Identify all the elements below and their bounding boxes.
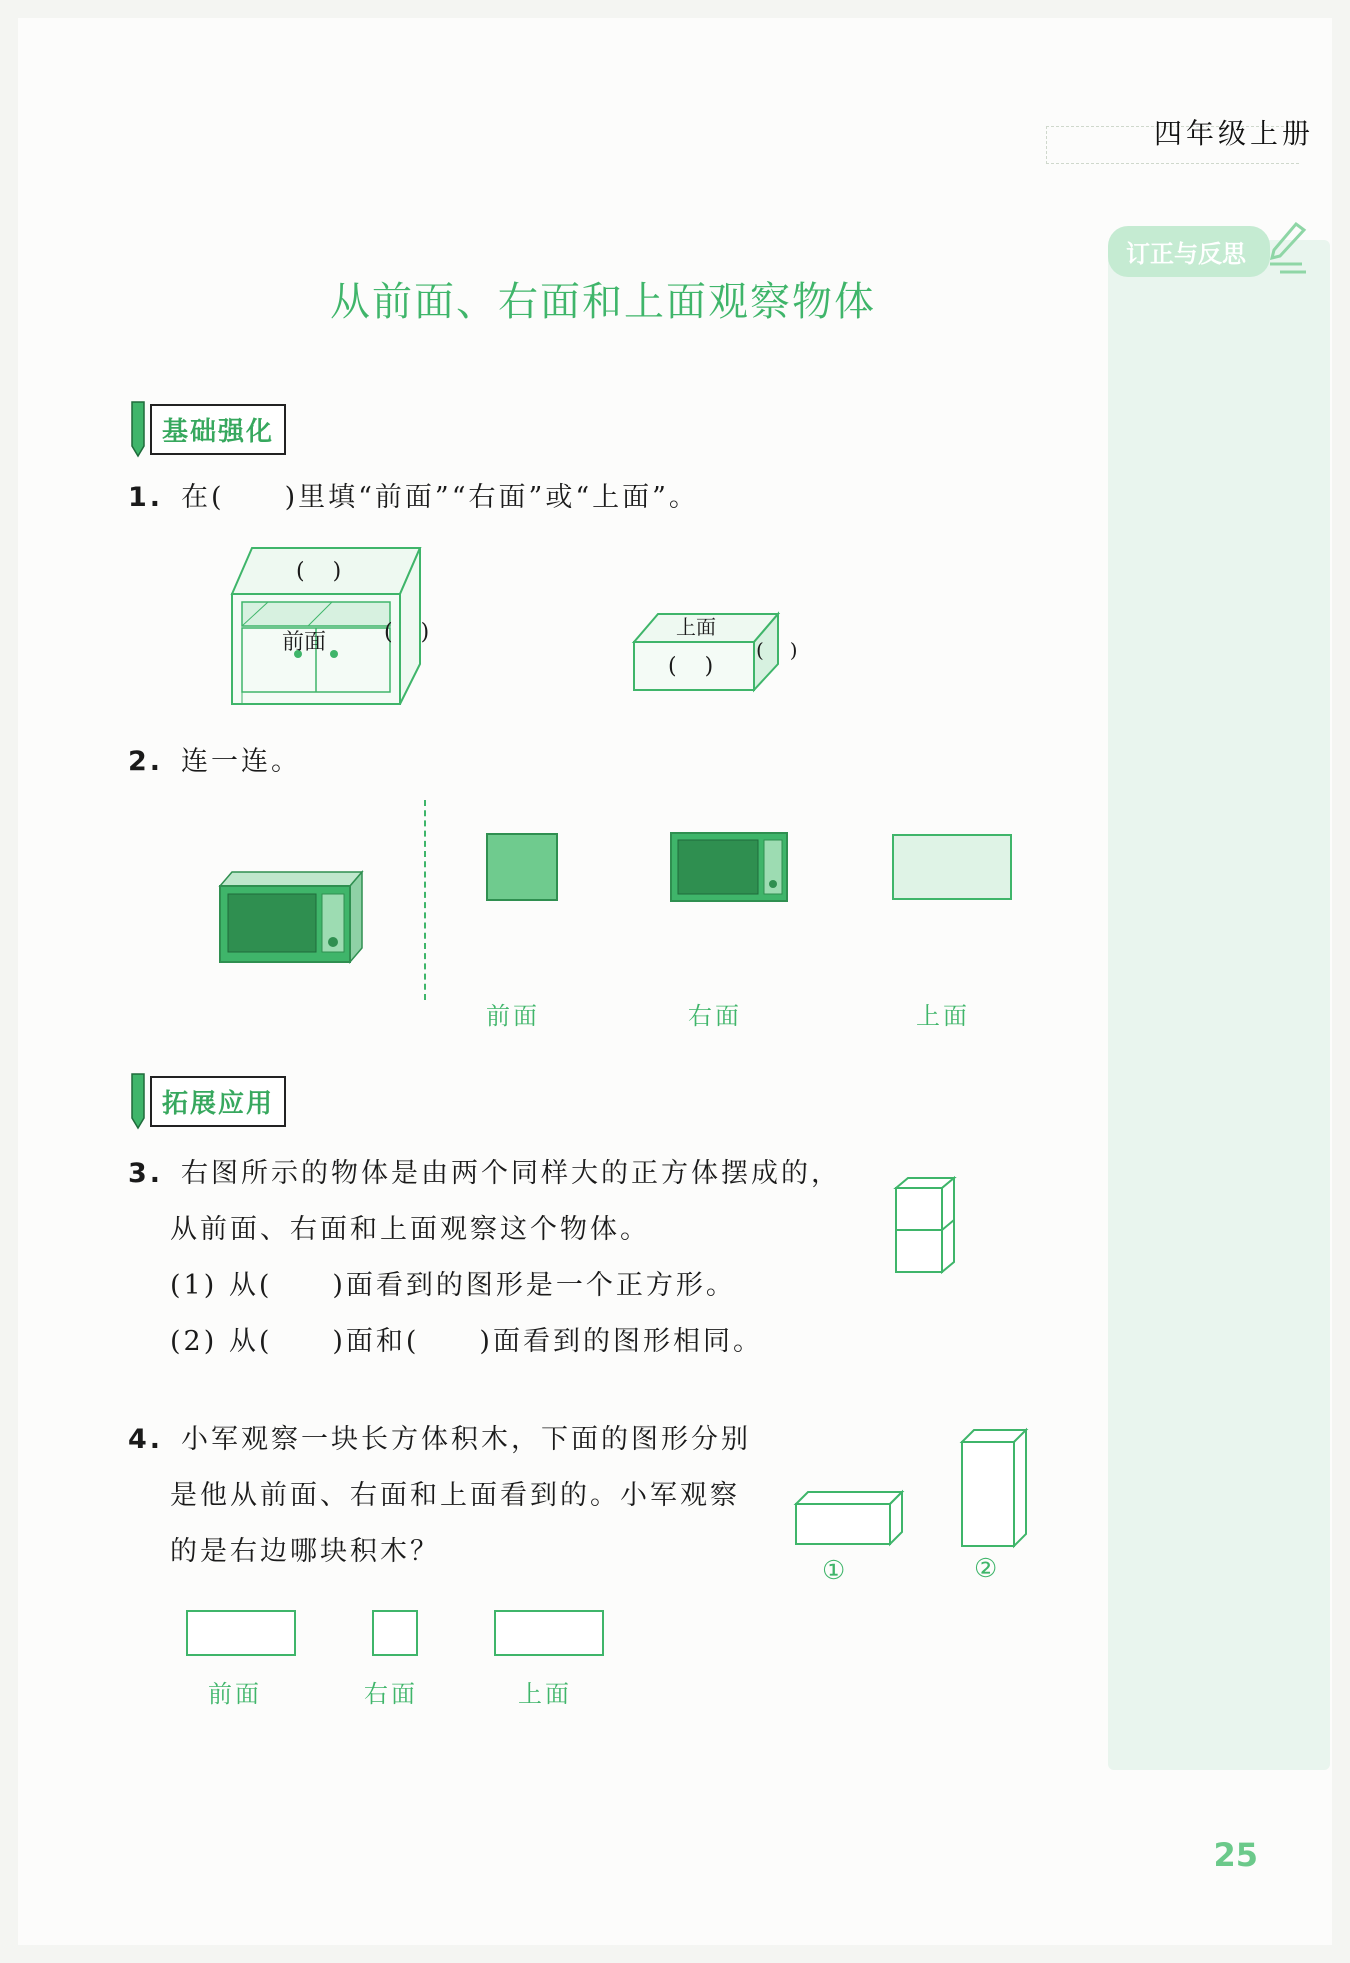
view-square[interactable] <box>486 833 558 901</box>
question-number: 2. <box>128 746 164 777</box>
page-number: 25 <box>1213 1836 1258 1874</box>
view-right-square <box>372 1610 418 1656</box>
view-label-right: 右面 <box>688 1002 742 1030</box>
page-title: 从前面、右面和上面观察物体 <box>330 279 876 325</box>
option-label-1: ① <box>822 1556 849 1586</box>
section-basic <box>128 400 286 458</box>
cabinet-top-blank: ( ) <box>296 559 345 584</box>
view-top-rect <box>494 1610 604 1656</box>
pencil-icon <box>128 400 146 458</box>
question-4-line2: 是他从前面、右面和上面看到的。小军观察 <box>170 1480 740 1511</box>
sidebar-tag: 订正与反思 <box>1108 226 1270 277</box>
section-label: 基础强化 <box>150 404 286 455</box>
view-label-front: 前面 <box>486 1002 540 1030</box>
view-label-top: 上面 <box>518 1680 572 1708</box>
question-text: 连一连。 <box>181 746 302 777</box>
pencil-icon <box>1268 220 1308 280</box>
question-number: 4. <box>128 1424 164 1455</box>
reflection-sidebar <box>1108 240 1330 1770</box>
stacked-cubes-figure <box>894 1176 956 1276</box>
cabinet-front-label: 前面 <box>282 630 327 655</box>
microwave-figure <box>218 870 364 962</box>
cabinet-right-blank: ( ) <box>384 620 433 645</box>
block-option-1 <box>794 1490 904 1546</box>
question-3-line1 <box>128 1160 841 1187</box>
question-1 <box>128 484 699 511</box>
question-text: 小军观察一块长方体积木，下面的图形分别 <box>181 1424 752 1455</box>
view-microwave[interactable] <box>670 832 788 902</box>
question-3-line2: 从前面、右面和上面观察这个物体。 <box>170 1214 650 1245</box>
question-number: 3. <box>128 1158 164 1189</box>
question-4-line3: 的是右边哪块积木？ <box>170 1536 440 1567</box>
section-label: 拓展应用 <box>150 1076 286 1127</box>
question-text: 右图所示的物体是由两个同样大的正方体摆成的， <box>181 1158 842 1189</box>
box-top-label: 上面 <box>676 615 716 639</box>
question-2 <box>128 748 301 775</box>
view-front-rect <box>186 1610 296 1656</box>
option-label-2: ② <box>974 1554 1001 1584</box>
view-label-front: 前面 <box>208 1680 262 1708</box>
pencil-icon <box>128 1072 146 1130</box>
question-4-line1 <box>128 1426 751 1453</box>
box-right-blank: ( ) <box>756 638 801 662</box>
question-text: 在( )里填“前面”“右面”或“上面”。 <box>181 482 699 513</box>
section-extend <box>128 1072 286 1130</box>
view-label-right: 右面 <box>364 1680 418 1708</box>
view-rectangle[interactable] <box>892 834 1012 900</box>
question-3-sub2: (2) 从( )面和( )面看到的图形相同。 <box>170 1326 763 1357</box>
question-3-sub1: (1) 从( )面看到的图形是一个正方形。 <box>170 1270 736 1301</box>
view-label-top: 上面 <box>916 1002 970 1030</box>
block-option-2 <box>960 1428 1028 1548</box>
divider-line <box>424 800 426 1000</box>
question-number: 1. <box>128 482 164 513</box>
box-front-blank: ( ) <box>668 654 717 679</box>
grade-label: 四年级上册 <box>1153 117 1314 150</box>
